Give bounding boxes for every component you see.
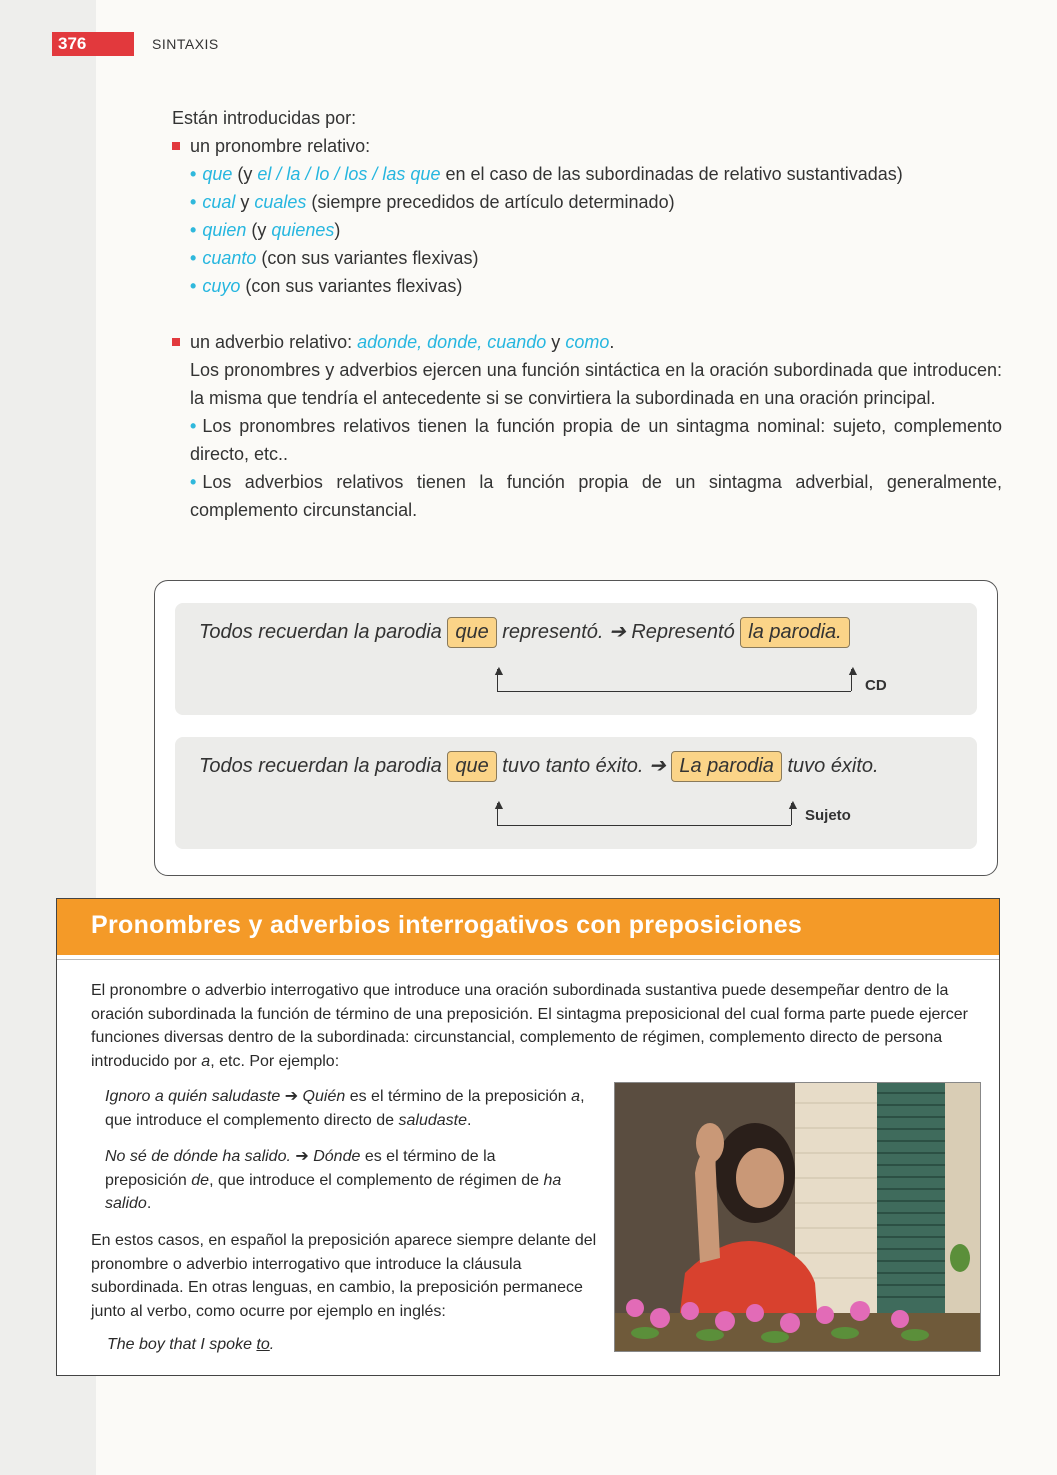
- arrow-right-icon: ➔: [609, 621, 626, 643]
- list-item: • cuanto (con sus variantes flexivas): [190, 248, 479, 268]
- example-row-1: [175, 603, 977, 715]
- arrow-up-icon: ▲: [846, 662, 860, 678]
- adverbio-paragraph: Los pronombres y adverbios ejercen una función sintáctica en la oración subordinada que introducen: la misma que tendría el antecedente si se convirtiera la subordinada en una oración principal.: [190, 360, 1002, 408]
- list-item: • Los adverbios relativos tienen la función propia de un sintagma adverbial, generalmente, complemento circunstancial.: [190, 472, 1002, 520]
- page-number: 376: [52, 32, 134, 56]
- antecedent-highlight: la parodia.: [740, 617, 849, 648]
- example-2: No sé de dónde ha salido. ➔ Dónde es el término de la preposición de, que introduce el complemento de régimen de ha salido.: [105, 1148, 562, 1212]
- section-title: SINTAXIS: [152, 36, 219, 52]
- list-item: • cuyo (con sus variantes flexivas): [190, 276, 463, 296]
- dot-bullet-icon: •: [190, 416, 197, 436]
- pronombre-heading: un pronombre relativo:: [172, 132, 1002, 160]
- woman-waving-photo: [614, 1082, 981, 1352]
- list-item: • cual y cuales (siempre precedidos de artículo determinado): [190, 192, 675, 212]
- list-item: • que (y el / la / lo / los / las que en el caso de las subordinadas de relativo sustantivadas): [190, 164, 903, 184]
- info-box-header: [57, 899, 999, 955]
- relative-highlight: que: [447, 751, 496, 782]
- arrow-right-icon: ➔: [649, 755, 666, 777]
- arrow-right-icon: ➔: [280, 1088, 303, 1105]
- antecedent-highlight: La parodia: [671, 751, 782, 782]
- arrow-up-icon: ▲: [492, 662, 506, 678]
- connector-line: [497, 691, 851, 692]
- example-1: Ignoro a quién saludaste ➔ Quién es el término de la preposición a, que introduce el complemento directo de saludaste.: [105, 1088, 585, 1129]
- arrow-up-icon: ▲: [786, 796, 800, 812]
- adverbio-heading: un adverbio relativo: adonde, donde, cuando y como.: [172, 328, 1002, 356]
- example-row-2: [175, 737, 977, 849]
- example-sentence: Todos recuerdan la parodia que tuvo tanto éxito. ➔ La parodia tuvo éxito.: [199, 751, 879, 782]
- intro-line: Están introducidas por:: [172, 108, 357, 128]
- list-item: • quien (y quienes): [190, 220, 341, 240]
- examples-box: [154, 580, 998, 876]
- info-intro: El pronombre o adverbio interrogativo que introduce una oración subordinada sustantiva puede desempeñar dentro de la oración subordinada la función de término de una preposición. El sintagma preposicional del cual forma parte puede ejercer funciones diversas dentro de la subordinada: circunstancial, complemento de régimen, complemento directo de persona introducido por a, etc. Por ejemplo:: [91, 982, 968, 1070]
- list-item: • Los pronombres relativos tienen la función propia de un sintagma nominal: sujeto, complemento directo, etc..: [190, 416, 1002, 464]
- dot-bullet-icon: •: [190, 164, 197, 184]
- main-text: [172, 104, 1002, 524]
- arrow-up-icon: ▲: [492, 796, 506, 812]
- square-bullet-icon: [172, 142, 180, 150]
- info-box-title: Pronombres y adverbios interrogativos con preposiciones: [91, 911, 803, 939]
- square-bullet-icon: [172, 338, 180, 346]
- arrow-right-icon: ➔: [290, 1148, 314, 1165]
- divider: [57, 959, 999, 960]
- photo-illustration: [615, 1083, 980, 1351]
- dot-bullet-icon: •: [190, 472, 197, 492]
- function-label: Sujeto: [805, 807, 851, 824]
- dot-bullet-icon: •: [190, 192, 197, 212]
- dot-bullet-icon: •: [190, 248, 197, 268]
- dot-bullet-icon: •: [190, 276, 197, 296]
- function-label: CD: [865, 677, 887, 694]
- dot-bullet-icon: •: [190, 220, 197, 240]
- info-paragraph-2: En estos casos, en español la preposición aparece siempre delante del pronombre o adverbio interrogativo que introduce la cláusula subordinada. En otras lenguas, en cambio, la preposición permanece junto al verbo, como ocurre por ejemplo en inglés:: [91, 1232, 597, 1320]
- example-sentence: Todos recuerdan la parodia que representó. ➔ Representó la parodia.: [199, 617, 850, 648]
- connector-line: [497, 825, 791, 826]
- english-example: The boy that I spoke to.: [107, 1336, 275, 1353]
- relative-highlight: que: [447, 617, 496, 648]
